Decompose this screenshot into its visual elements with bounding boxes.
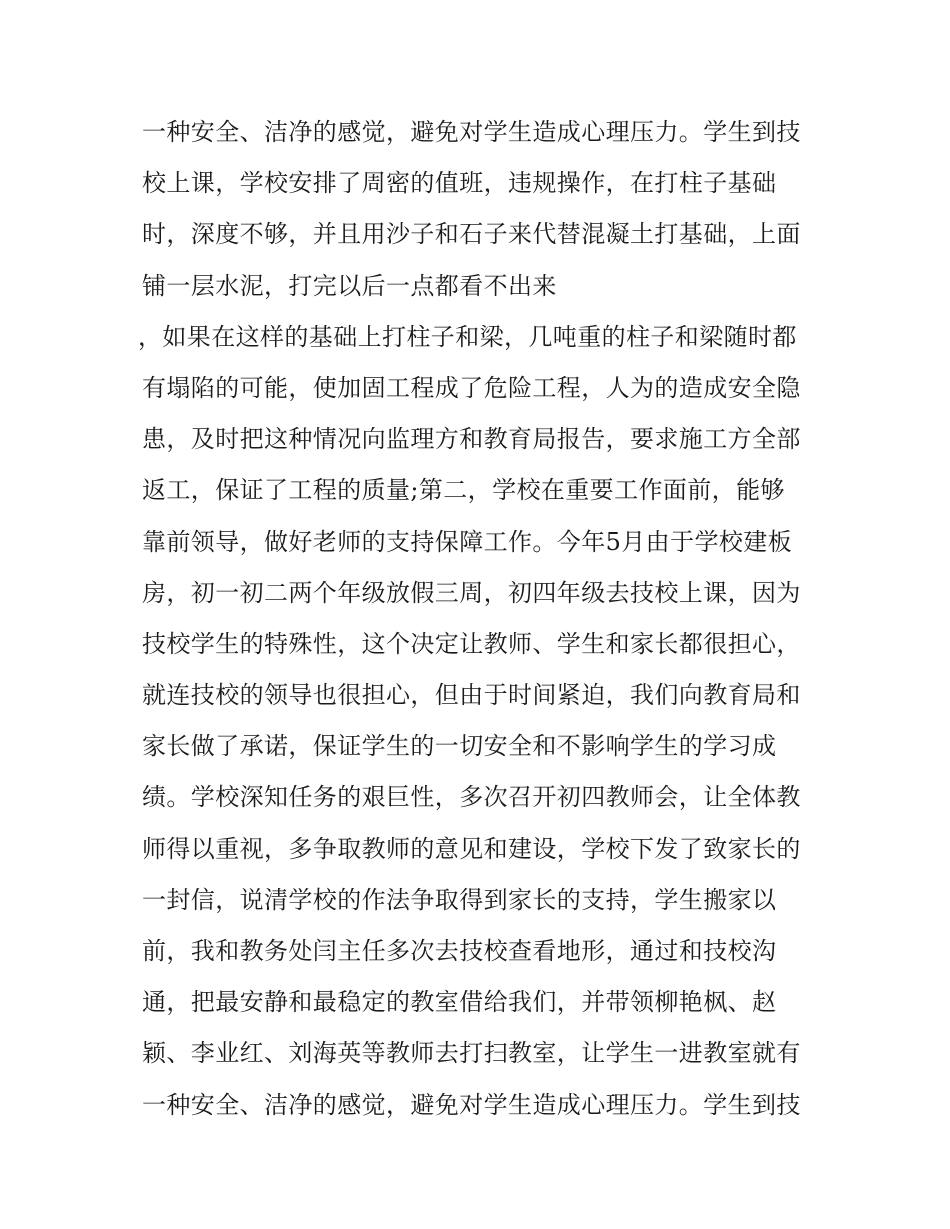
text-line-3: 时，深度不够，并且用沙子和石子来代替混凝土打基础，上面: [142, 220, 801, 249]
text-line-20: 一种安全、洁净的感觉，避免对学生造成心理压力。学生到技: [142, 1090, 801, 1119]
text-line-2: 校上课，学校安排了周密的值班，违规操作，在打柱子基础: [142, 169, 777, 198]
text-line-10: 房，初一初二两个年级放假三周，初四年级去技校上课，因为: [142, 578, 801, 607]
text-line-17: 前，我和教务处闫主任多次去技校查看地形，通过和技校沟: [142, 937, 777, 965]
text-line-9: 靠前领导，做好老师的支持保障工作。今年5月由于学校建板: [142, 527, 793, 556]
text-line-6: 有塌陷的可能，使加固工程成了危险工程，人为的造成安全隐: [142, 373, 801, 402]
text-line-14: 绩。学校深知任务的艰巨性，多次召开初四教师会，让全体教: [142, 783, 801, 812]
text-line-15: 师得以重视，多争取教师的意见和建设，学校下发了致家长的: [142, 834, 801, 863]
body-text: [138, 107, 822, 1131]
text-line-5: ，如果在这样的基础上打柱子和梁，几吨重的柱子和梁随时都: [138, 322, 797, 351]
text-line-12: 就连技校的领导也很担心，但由于时间紧迫，我们向教育局和: [142, 681, 801, 710]
text-line-8: 返工，保证了工程的质量;第二，学校在重要工作面前，能够: [142, 476, 785, 505]
text-line-16: 一封信，说清学校的作法争取得到家长的支持，学生搬家以: [142, 885, 777, 914]
text-line-7: 患，及时把这种情况向监理方和教育局报告，要求施工方全部: [142, 425, 801, 454]
text-line-13: 家长做了承诺，保证学生的一切安全和不影响学生的学习成: [142, 732, 777, 761]
text-line-4: 铺一层水泥，打完以后一点都看不出来: [142, 271, 557, 300]
text-line-11: 技校学生的特殊性，这个决定让教师、学生和家长都很担心，: [142, 629, 801, 658]
text-line-18: 通，把最安静和最稳定的教室借给我们，并带领柳艳枫、赵: [142, 988, 777, 1017]
text-line-19: 颖、李业红、刘海英等教师去打扫教室，让学生一进教室就有: [142, 1039, 801, 1068]
text-line-1: 一种安全、洁净的感觉，避免对学生造成心理压力。学生到技: [142, 118, 801, 146]
